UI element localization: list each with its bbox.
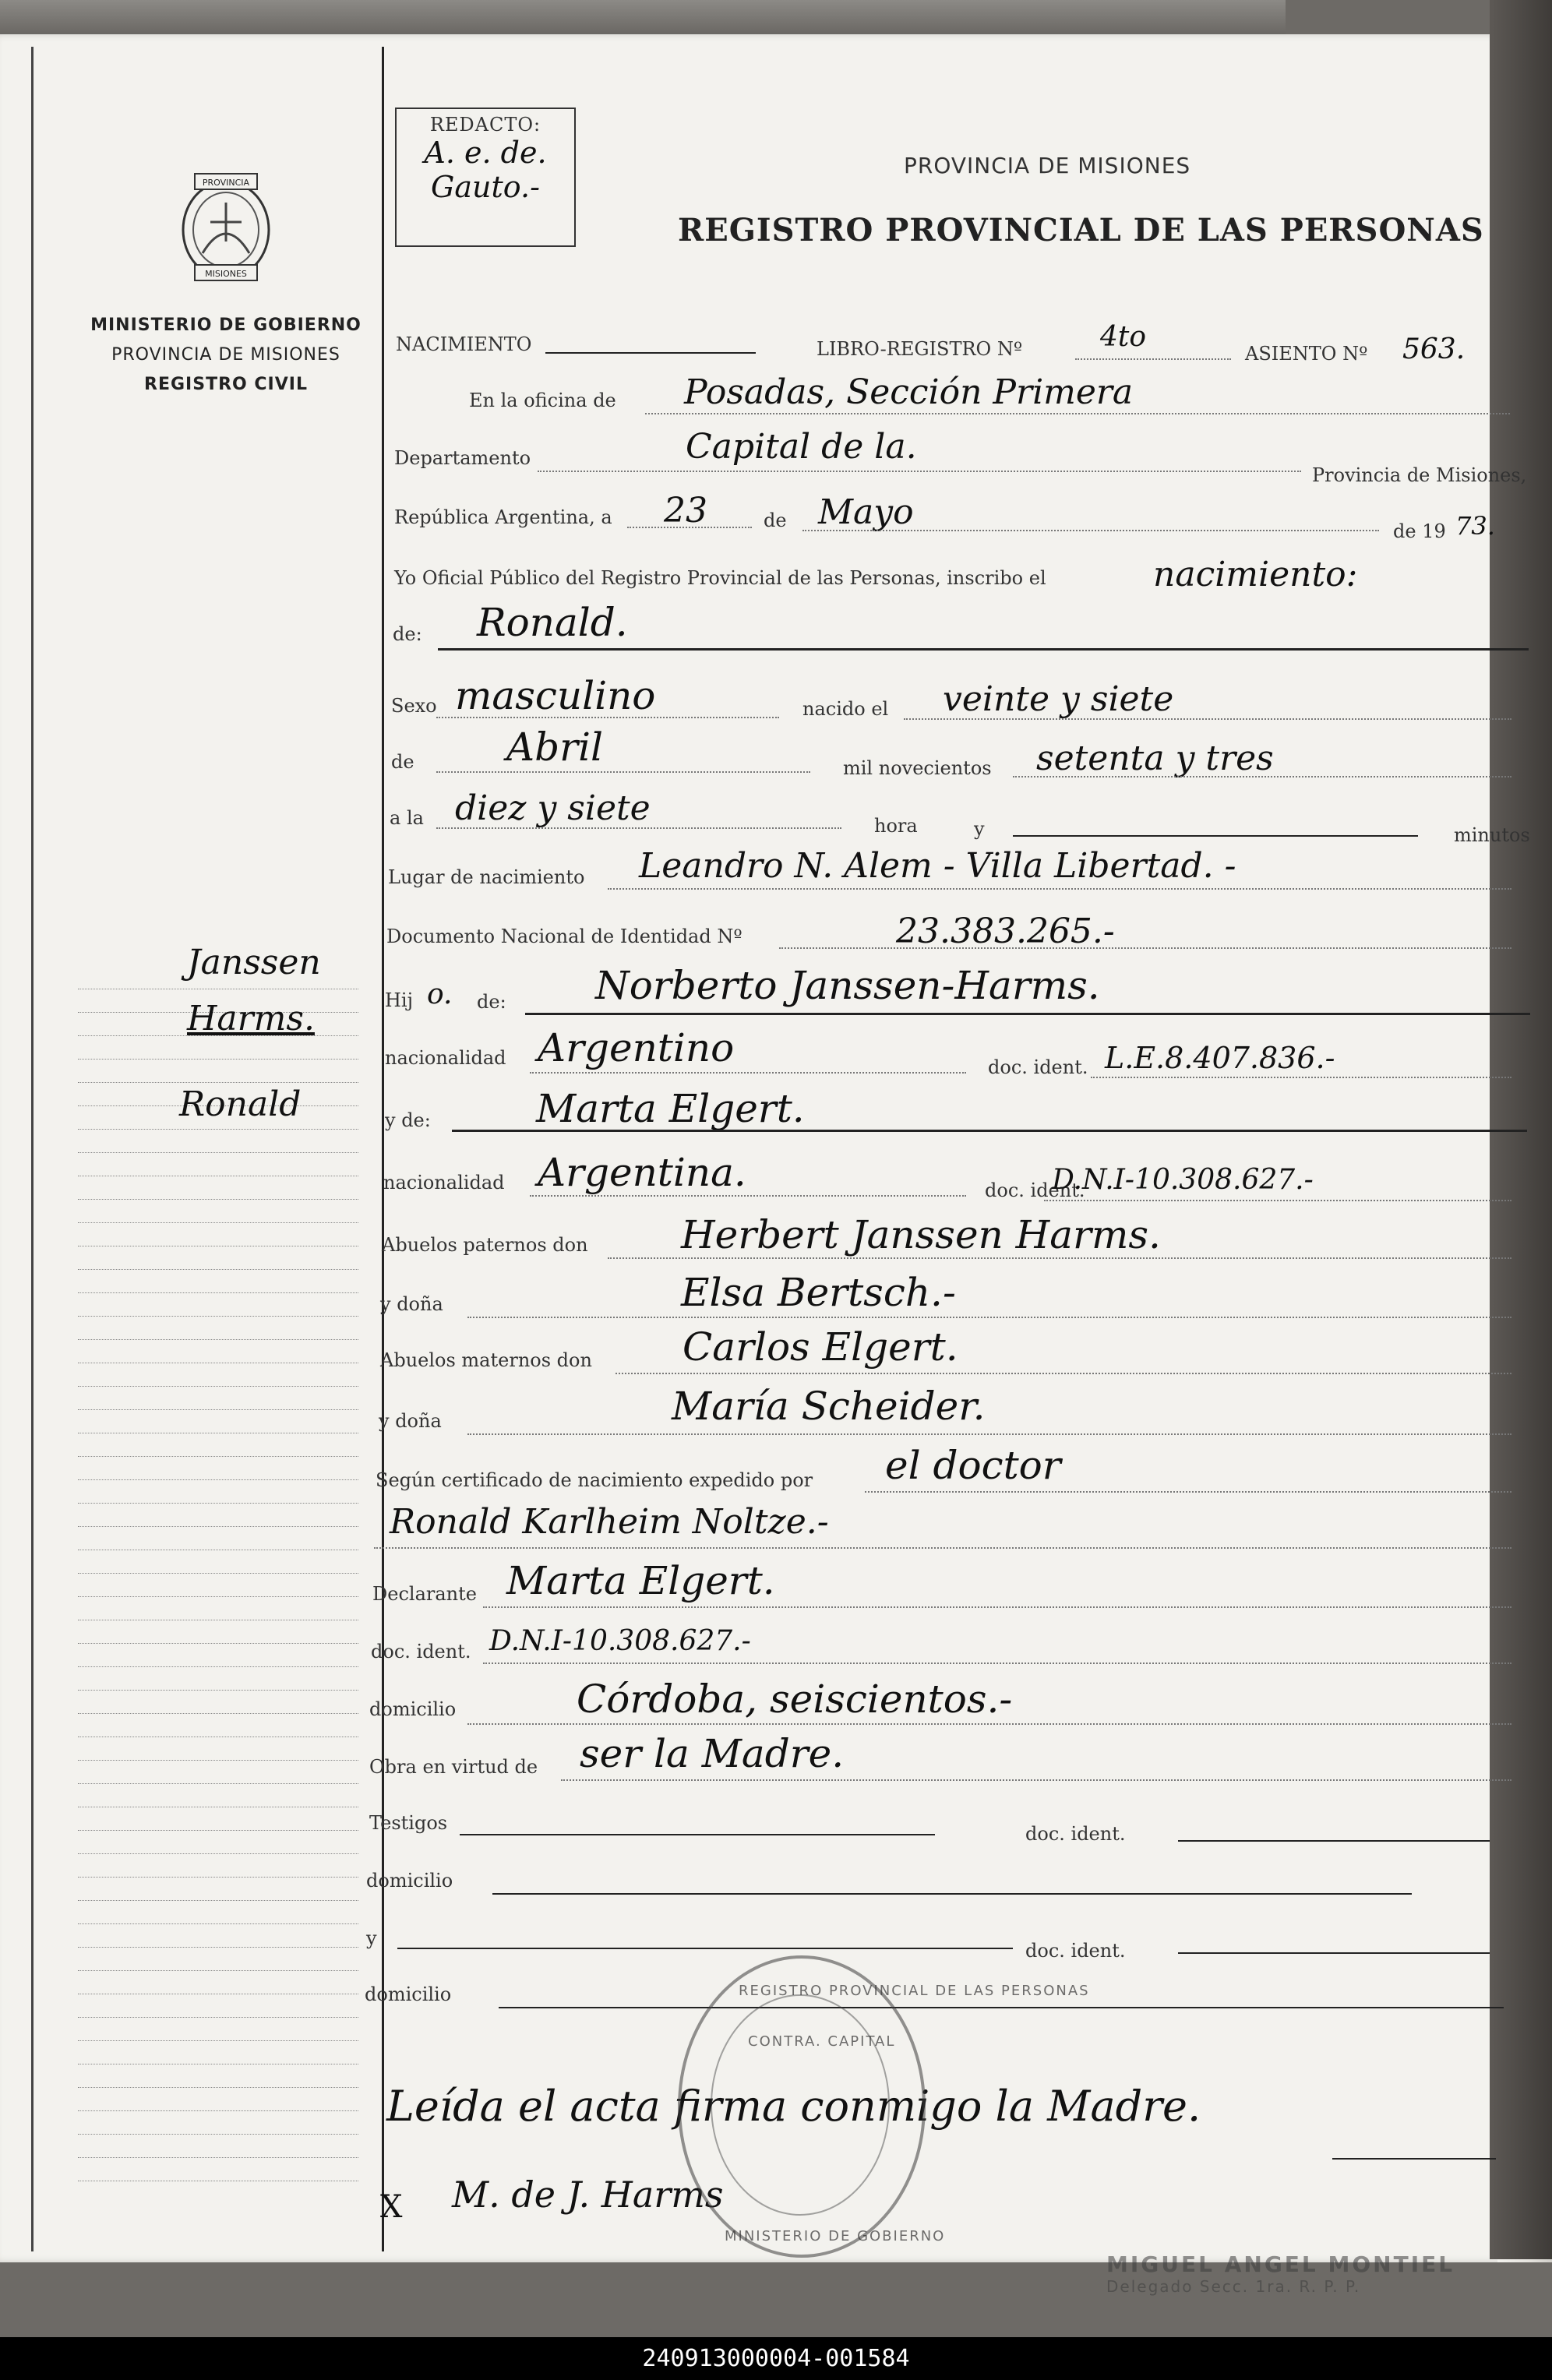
margin-line [78,1036,358,1060]
margin-line [78,2135,358,2158]
margin-lines [78,966,358,2181]
minutos-label: minutos [1454,824,1530,846]
lugar-value: Leandro N. Alem - Villa Libertad. - [639,846,1236,886]
nac2-label: nacionalidad [383,1172,505,1194]
ab-pat2-value: Elsa Bertsch.- [681,1270,956,1315]
margin-note-surname2: Harms. [187,999,315,1038]
anio-label: de 19 [1393,520,1446,542]
dni-dots [779,947,1511,949]
nac2-value: Argentina. [538,1150,746,1195]
yde-label: y de: [385,1109,431,1131]
margin-line [78,2064,358,2088]
lugar-dots [608,888,1511,890]
provincial-crest-icon [171,167,280,284]
domicilio-value: Córdoba, seiscientos.- [577,1677,1013,1722]
libro-value: 4to [1100,321,1147,353]
margin-line [78,1737,358,1761]
doc2-dots [1044,1200,1511,1201]
nacimiento-label: NACIMIENTO [396,333,532,355]
margin-line [78,1270,358,1293]
anio-nac-dots [1013,776,1511,777]
mes-value: Mayo [818,492,914,532]
signature-rule [1332,2158,1496,2160]
mil-label: mil novecientos [843,757,992,779]
doc3-rule [1178,1840,1490,1842]
margin-line [78,1527,358,1550]
madre-rule [452,1130,1527,1132]
ydona1-label: y doña [380,1293,443,1315]
obra-value: ser la Madre. [580,1731,845,1776]
ab-mat-value: Carlos Elgert. [683,1324,958,1370]
hora-value: diez y siete [455,788,651,828]
minutos-rule [1013,835,1418,837]
docdecl-label: doc. ident. [371,1641,471,1662]
margin-line [78,1574,358,1597]
hijo-label: Hij [385,989,414,1011]
obra-dots [561,1779,1511,1781]
doc4-rule [1178,1952,1490,1954]
oficina-value: Posadas, Sección Primera [684,372,1134,412]
margin-line [78,1293,358,1317]
ab-pat-label: Abuelos paternos don [382,1234,588,1256]
dni-label: Documento Nacional de Identidad Nº [386,926,742,947]
doc1-value: L.E.8.407.836.- [1105,1041,1335,1075]
margin-line [78,1130,358,1153]
margin-line [78,1363,358,1387]
margin-line [78,1667,358,1691]
margin-line [78,2018,358,2041]
hijo-de-label: de: [477,991,506,1013]
redacto-line2: Gauto.- [431,170,540,204]
margin-line [78,1994,358,2018]
nacido-value: veinte y siete [943,679,1174,719]
margin-line [78,1200,358,1223]
redacto-label: REDACTO: [429,114,541,136]
margin-line [78,1901,358,1924]
ministry-province: PROVINCIA DE MISIONES [111,345,340,365]
header-title: REGISTRO PROVINCIAL DE LAS PERSONAS [678,212,1484,249]
ala-label: a la [390,807,424,829]
margin-line [78,1948,358,1971]
dni-value: 23.383.265.- [896,911,1115,951]
domicilio-label: domicilio [369,1698,457,1720]
firma-x: X [380,2189,403,2225]
ab-mat2-dots [467,1433,1511,1435]
cierre-value: Leída el acta firma conmigo la Madre. [386,2082,1201,2131]
ministry-registry: REGISTRO CIVIL [144,375,308,394]
declarante-label: Declarante [372,1583,477,1605]
margin-line [78,1761,358,1784]
margin-line [78,1457,358,1480]
image-id-footer: 240913000004-001584 [0,2337,1552,2380]
nacido-dots [904,718,1511,720]
column-rule [382,47,384,2251]
ministry-block [78,167,374,400]
crest-bottom-text: MISIONES [205,269,247,279]
margin-line [78,1854,358,1878]
lugar-label: Lugar de nacimiento [388,866,585,888]
redacto-box [395,108,576,247]
y2-rule [397,1948,1013,1949]
nac2-dots [530,1195,966,1197]
departamento-value: Capital de la. [686,427,917,467]
ydona2-label: y doña [379,1410,442,1432]
doc2-label: doc. ident. [985,1179,1085,1201]
margin-line [78,1878,358,1901]
segun-dots [865,1491,1511,1493]
stamp-inner-text: CONTRA. CAPITAL [748,2033,896,2050]
sexo-label: Sexo [391,695,437,717]
official-stamp-inner [711,1994,890,2216]
stamp-outer-text: REGISTRO PROVINCIAL DE LAS PERSONAS [739,1983,1090,1999]
ministry-name: MINISTERIO DE GOBIERNO [90,316,362,335]
margin-line [78,1317,358,1340]
testigos-rule [460,1834,935,1835]
nombre-value: Ronald. [477,600,628,645]
header-province: PROVINCIA DE MISIONES [904,153,1191,178]
padre-rule [525,1013,1530,1015]
asiento-label: ASIENTO Nº [1245,343,1368,365]
signature-stamp-role: Delegado Secc. 1ra. R. P. P. [1106,2277,1361,2296]
margin-line [78,1060,358,1083]
doc1-dots [1091,1077,1511,1078]
margin-line [78,1597,358,1620]
margin-line [78,2158,358,2181]
margin-line [78,1924,358,1948]
margin-line [78,1691,358,1714]
margin-line [78,1246,358,1270]
margin-line [78,1971,358,1994]
margin-line [78,1831,358,1854]
doc2-value: D.N.I-10.308.627.- [1052,1164,1314,1196]
de-label: de [764,509,787,531]
doctor-dots [374,1547,1511,1549]
y2-label: y [366,1927,377,1949]
sexo-dots [436,717,779,718]
provincia-label: Provincia de Misiones, [1312,464,1527,486]
ab-pat2-dots [467,1317,1511,1318]
margin-line [78,1714,358,1737]
stamp-bottom-text: MINISTERIO DE GOBIERNO [725,2228,946,2244]
margin-line [78,1807,358,1831]
redacto-line1: A. e. de. [424,136,547,170]
nac1-label: nacionalidad [385,1047,506,1069]
doctor-value: Ronald Karlheim Noltze.- [390,1502,829,1542]
margin-line [78,2041,358,2064]
oficina-dots [645,413,1510,414]
asiento-value: 563. [1402,333,1466,365]
margin-line [78,1176,358,1200]
margin-line [78,1340,358,1363]
signature-stamp-name: MIGUEL ANGEL MONTIEL [1106,2251,1455,2277]
docdecl-value: D.N.I-10.308.627.- [489,1625,751,1657]
libro-label: LIBRO-REGISTRO Nº [817,338,1023,360]
margin-line [78,1550,358,1574]
ab-pat-value: Herbert Janssen Harms. [681,1212,1161,1257]
segun-value: el doctor [885,1443,1061,1488]
madre-value: Marta Elgert. [536,1086,805,1131]
dia-dots [627,527,752,528]
margin-line [78,1223,358,1246]
hijo-o: o. [427,978,453,1010]
hora-dots [436,827,841,829]
de2-label: de: [393,623,422,645]
republica-label: República Argentina, a [394,506,612,528]
margin-line [78,1784,358,1807]
mes-dots [802,530,1379,531]
testigos-label: Testigos [369,1812,448,1834]
signature-stamp [1106,2251,1455,2296]
obra-label: Obra en virtud de [369,1756,538,1778]
ab-pat-dots [608,1257,1511,1259]
left-margin-rule [31,47,34,2251]
declarante-dots [483,1606,1511,1608]
crest-top-text: PROVINCIA [202,178,250,188]
docdecl-dots [483,1662,1511,1664]
declarante-value: Marta Elgert. [506,1558,775,1603]
nombre-rule [438,648,1529,651]
ab-mat-label: Abuelos maternos don [380,1349,592,1371]
margin-line [78,1480,358,1504]
mes-nac-value: Abril [506,725,603,770]
inscribo-label: Yo Oficial Público del Registro Provincial de las Personas, inscribo el [394,567,1046,589]
sexo-value: masculino [455,673,656,718]
doc1-label: doc. ident. [988,1056,1088,1078]
domicilio2-label: domicilio [366,1870,453,1892]
libro-dots [1075,358,1231,360]
departamento-dots [538,471,1301,472]
firma-value: M. de J. Harms [452,2174,724,2216]
domicilio2-rule [492,1893,1412,1895]
margin-line [78,1153,358,1176]
dia-value: 23 [664,491,707,531]
margin-line [78,1620,358,1644]
margin-note-given: Ronald [179,1084,302,1124]
ab-mat-dots [616,1373,1511,1374]
hora-label: hora [874,815,918,837]
mes-nac-dots [436,771,810,773]
anio-value: 73. [1455,511,1495,541]
ab-mat2-value: María Scheider. [672,1384,986,1429]
y-label: y [974,818,985,840]
anio-nac-value: setenta y tres [1036,739,1274,778]
margin-line [78,1433,358,1457]
inscribo-value: nacimiento: [1153,555,1358,594]
domicilio-dots [467,1723,1511,1725]
nac1-dots [530,1072,966,1074]
nacido-label: nacido el [802,698,889,720]
oficina-label: En la oficina de [469,390,616,411]
margin-line [78,2111,358,2135]
nac1-value: Argentino [538,1025,735,1070]
margin-line [78,1644,358,1667]
segun-label: Según certificado de nacimiento expedido por [376,1469,813,1491]
margin-note-surname1: Janssen [187,943,321,982]
margin-line [78,1504,358,1527]
margin-line [78,1410,358,1433]
padre-value: Norberto Janssen-Harms. [595,963,1100,1008]
departamento-label: Departamento [394,447,531,469]
doc3-label: doc. ident. [1025,1823,1126,1845]
domicilio3-rule [499,2007,1504,2008]
de3-label: de [391,751,414,773]
domicilio3-label: domicilio [365,1983,452,2005]
nacimiento-rule [545,352,756,354]
margin-line [78,2088,358,2111]
margin-line [78,1387,358,1410]
doc4-label: doc. ident. [1025,1940,1126,1962]
